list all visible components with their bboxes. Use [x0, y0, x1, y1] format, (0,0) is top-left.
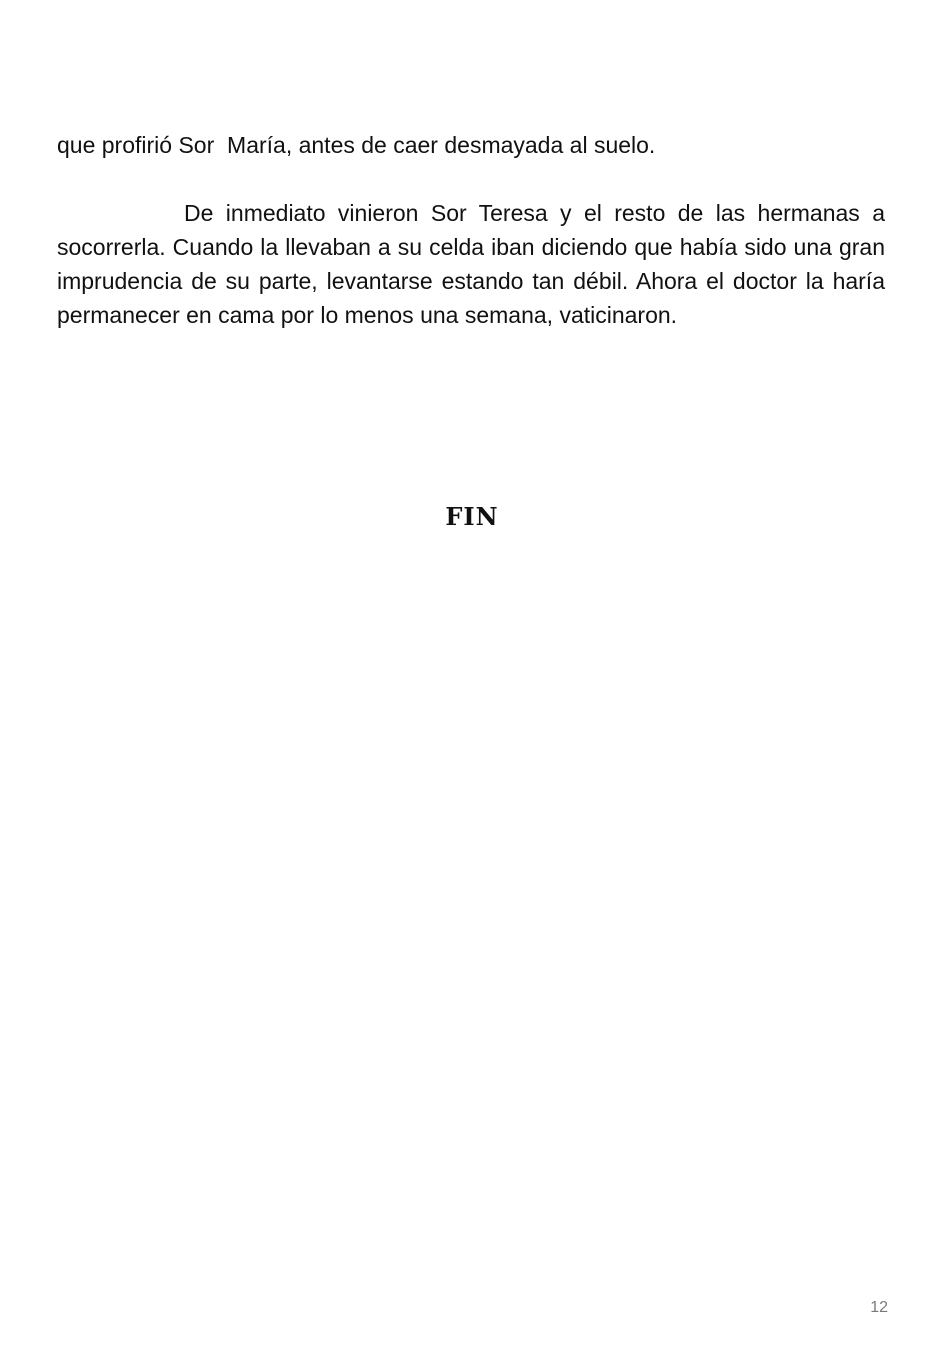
paragraph-1: que profirió Sor María, antes de caer desmayada al suelo.	[57, 132, 656, 158]
paragraph-2: De inmediato vinieron Sor Teresa y el resto de las hermanas a socorrerla. Cuando la llevaban a su celda iban diciendo que había sido una gran imprudencia de su parte, levantarse estando tan débil. Ahora el doctor la haría permanecer en cama por lo menos una semana, vaticinaron.	[57, 200, 885, 328]
end-marker: FIN	[445, 502, 499, 531]
page-number: 12	[870, 1299, 888, 1316]
